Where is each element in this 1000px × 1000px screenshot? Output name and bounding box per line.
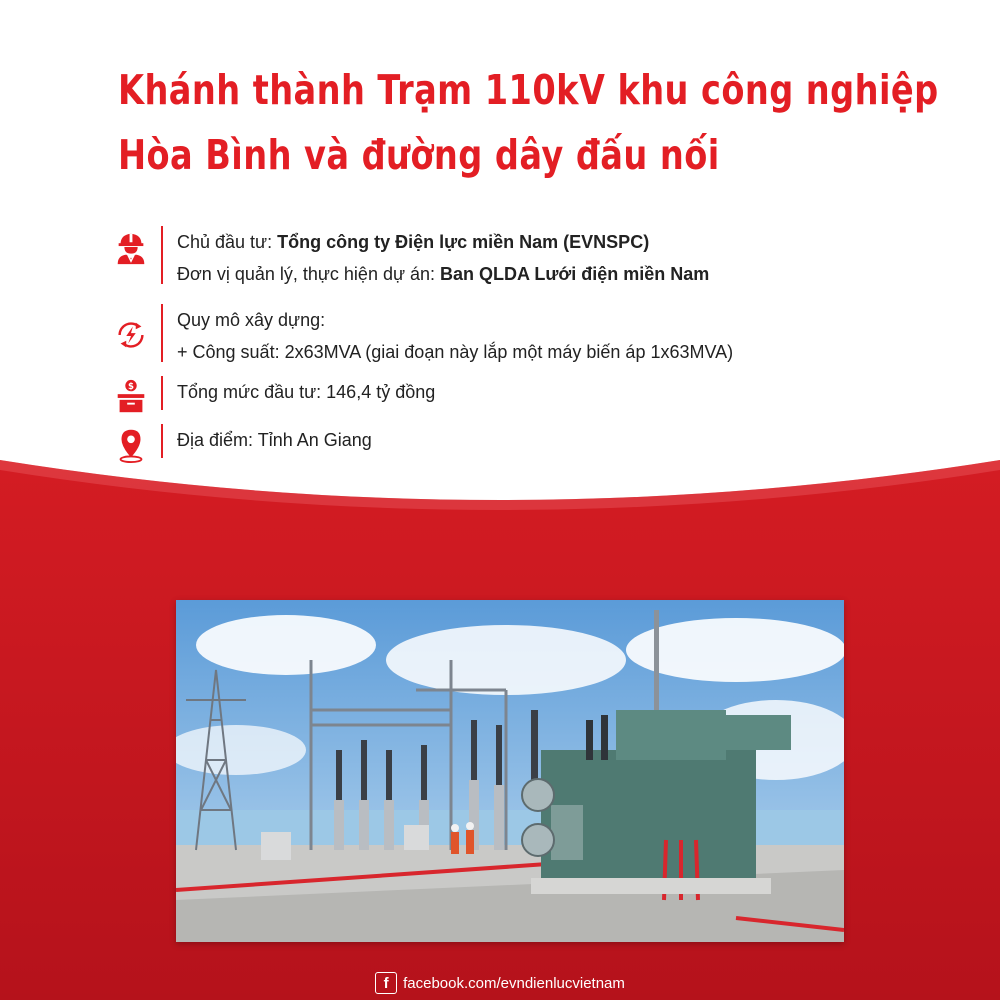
substation-photo	[176, 600, 844, 942]
power-cycle-icon	[110, 314, 152, 356]
info-text	[177, 226, 709, 290]
capacity-line: + Công suất: 2x63MVA (giai đoạn này lắp một máy biến áp 1x63MVA)	[177, 342, 734, 362]
info-text	[177, 304, 733, 368]
facebook-link[interactable]: facebook.com/evndienlucvietnam	[403, 974, 625, 992]
worker-helmet-icon	[110, 226, 152, 268]
facebook-icon[interactable]: f	[375, 972, 397, 994]
info-row-scale	[110, 304, 733, 368]
row-divider	[161, 424, 163, 458]
info-row-investment	[110, 376, 435, 418]
investment-line: Tổng mức đầu tư: 146,4 tỷ đồng	[177, 382, 436, 402]
location-line: Địa điểm: Tỉnh An Giang	[177, 430, 372, 450]
scale-heading: Quy mô xây dựng:	[177, 310, 326, 330]
info-row-investor	[110, 226, 709, 290]
title-line-2: Hòa Bình và đường dây đấu nối	[118, 131, 720, 179]
investor-line: Chủ đầu tư: Tổng công ty Điện lực miền Nam (EVNSPC)	[177, 232, 650, 252]
info-text	[177, 376, 435, 408]
title-line-1: Khánh thành Trạm 110kV khu công nghiệp	[118, 66, 939, 114]
footer	[0, 968, 1000, 998]
page-title	[118, 58, 939, 188]
info-text	[177, 424, 372, 456]
management-line: Đơn vị quản lý, thực hiện dự án: Ban QLDA Lưới điện miền Nam	[177, 264, 710, 284]
substation-illustration	[176, 600, 844, 942]
row-divider	[161, 226, 163, 284]
row-divider	[161, 376, 163, 410]
money-box-icon	[110, 376, 152, 418]
svg-text:$: $	[128, 381, 134, 392]
row-divider	[161, 304, 163, 362]
